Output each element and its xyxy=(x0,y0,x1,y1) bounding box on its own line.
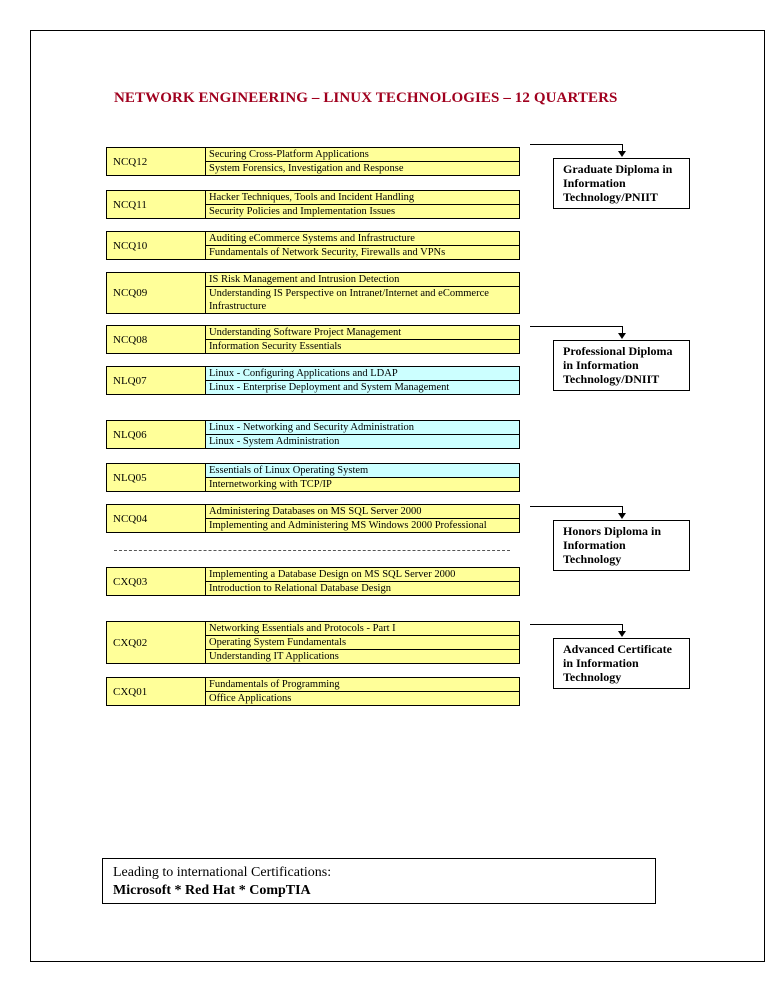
course-item: Security Policies and Implementation Issues xyxy=(206,204,520,219)
quarter-code: NCQ08 xyxy=(106,325,206,354)
quarter-row-nlq05 xyxy=(106,463,520,492)
course-item: Administering Databases on MS SQL Server 2000 xyxy=(206,504,520,519)
quarter-code: NCQ09 xyxy=(106,272,206,314)
course-item: Information Security Essentials xyxy=(206,339,520,354)
certifications-vendors: Microsoft * Red Hat * CompTIA xyxy=(113,883,311,898)
quarter-code: CXQ03 xyxy=(106,567,206,596)
course-item: Fundamentals of Network Security, Firewalls and VPNs xyxy=(206,245,520,260)
quarter-code: CXQ02 xyxy=(106,621,206,664)
arrow-down-icon xyxy=(618,513,626,519)
quarter-code: NCQ12 xyxy=(106,147,206,176)
quarter-row-cxq02 xyxy=(106,621,520,664)
course-item: Introduction to Relational Database Design xyxy=(206,581,520,596)
quarter-code: NLQ05 xyxy=(106,463,206,492)
course-item: Networking Essentials and Protocols - Part I xyxy=(206,621,520,636)
connector-line xyxy=(530,326,622,327)
section-divider xyxy=(114,550,510,551)
quarter-code: NCQ04 xyxy=(106,504,206,533)
course-item: Linux - System Administration xyxy=(206,434,520,449)
diploma-box-honors: Honors Diploma in Information Technology xyxy=(553,520,690,571)
course-item: IS Risk Management and Intrusion Detection xyxy=(206,272,520,287)
course-item: Office Applications xyxy=(206,691,520,706)
diploma-box-professional: Professional Diploma in Information Technology/DNIIT xyxy=(553,340,690,391)
course-item: Understanding IT Applications xyxy=(206,649,520,664)
course-item: Hacker Techniques, Tools and Incident Handling xyxy=(206,190,520,205)
quarter-code: NCQ10 xyxy=(106,231,206,260)
quarter-code: NLQ06 xyxy=(106,420,206,449)
quarter-row-ncq09 xyxy=(106,272,520,314)
quarter-row-ncq12 xyxy=(106,147,520,176)
certifications-box xyxy=(102,858,656,904)
course-item: Understanding Software Project Management xyxy=(206,325,520,340)
course-item: Fundamentals of Programming xyxy=(206,677,520,692)
course-item: Securing Cross-Platform Applications xyxy=(206,147,520,162)
arrow-down-icon xyxy=(618,151,626,157)
course-item: Linux - Networking and Security Administration xyxy=(206,420,520,435)
diploma-box-graduate: Graduate Diploma in Information Technology/PNIIT xyxy=(553,158,690,209)
course-item: Auditing eCommerce Systems and Infrastructure xyxy=(206,231,520,246)
quarter-code: NCQ11 xyxy=(106,190,206,219)
quarter-row-nlq07 xyxy=(106,366,520,395)
course-item: Internetworking with TCP/IP xyxy=(206,477,520,492)
quarter-row-cxq01 xyxy=(106,677,520,706)
course-item: Implementing and Administering MS Windows 2000 Professional xyxy=(206,518,520,533)
course-item: Operating System Fundamentals xyxy=(206,635,520,650)
course-item: Essentials of Linux Operating System xyxy=(206,463,520,478)
quarter-code: CXQ01 xyxy=(106,677,206,706)
course-item: Understanding IS Perspective on Intranet/Internet and eCommerce Infrastructure xyxy=(206,286,520,314)
course-item: Linux - Configuring Applications and LDAP xyxy=(206,366,520,381)
quarter-row-ncq10 xyxy=(106,231,520,260)
connector-line xyxy=(530,624,622,625)
course-item: Linux - Enterprise Deployment and System Management xyxy=(206,380,520,395)
quarter-row-ncq04 xyxy=(106,504,520,533)
course-item: Implementing a Database Design on MS SQL Server 2000 xyxy=(206,567,520,582)
course-item: System Forensics, Investigation and Response xyxy=(206,161,520,176)
quarter-row-nlq06 xyxy=(106,420,520,449)
quarter-row-cxq03 xyxy=(106,567,520,596)
arrow-down-icon xyxy=(618,333,626,339)
arrow-down-icon xyxy=(618,631,626,637)
quarter-row-ncq08 xyxy=(106,325,520,354)
connector-line xyxy=(530,506,622,507)
connector-line xyxy=(530,144,622,145)
diploma-box-advanced: Advanced Certificate in Information Technology xyxy=(553,638,690,689)
page-title: NETWORK ENGINEERING – LINUX TECHNOLOGIES – 12 QUARTERS xyxy=(114,90,618,106)
quarter-row-ncq11 xyxy=(106,190,520,219)
quarter-code: NLQ07 xyxy=(106,366,206,395)
certifications-intro: Leading to international Certifications: xyxy=(113,865,332,880)
